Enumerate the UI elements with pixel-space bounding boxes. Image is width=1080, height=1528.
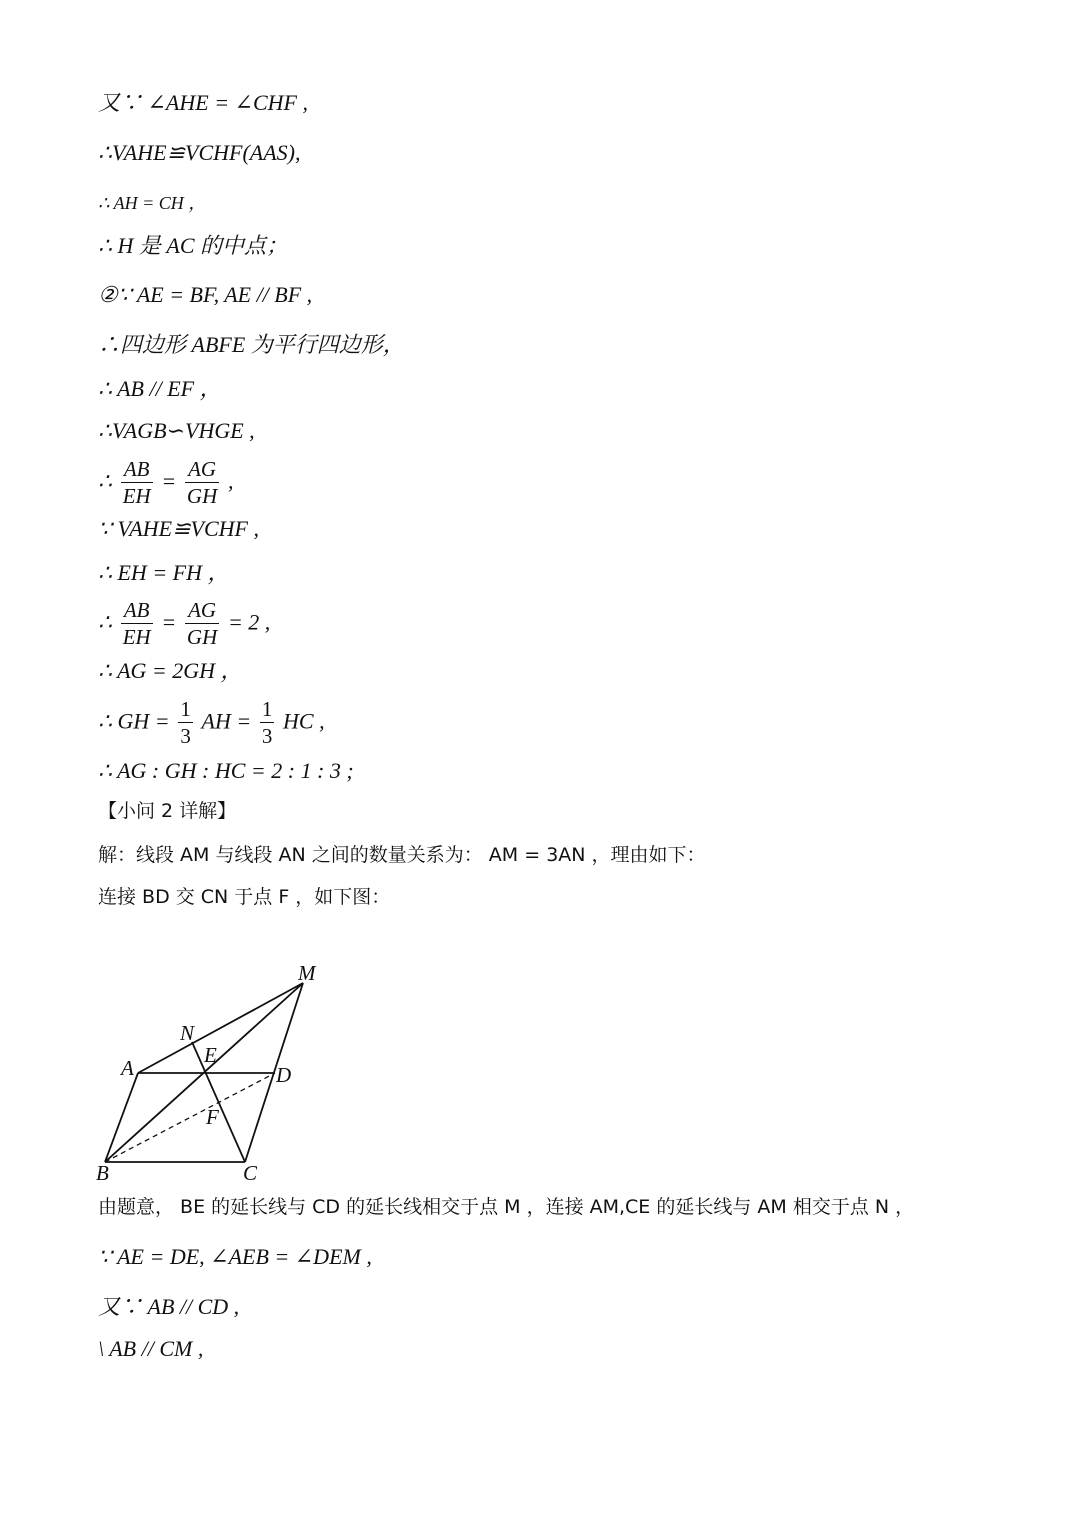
line-9: ∵ VAHE≌VCHF ,: [98, 516, 259, 541]
frac1-tail: ,: [227, 468, 234, 494]
numerator: AG: [185, 597, 219, 624]
denominator: 3: [180, 724, 191, 749]
fraction-one-third: [260, 696, 275, 750]
line-6: ∴四边形 ABFE 为平行四边形，: [98, 332, 405, 357]
section-heading: 【小问 2 详解】: [98, 800, 237, 822]
line-5: ②∵ AE = BF, AE // BF ,: [98, 282, 313, 307]
fraction-ag-gh: [185, 456, 219, 510]
fraction-ab-eh: [121, 597, 153, 651]
equals-sign: =: [161, 609, 177, 635]
fraction-one-third: [178, 696, 193, 750]
denominator: GH: [186, 625, 218, 650]
numerator: AB: [121, 456, 153, 483]
frac3-prefix: ∴ GH =: [98, 708, 170, 734]
fraction-line-2: [98, 597, 270, 651]
line-8: ∴VAGB∽VHGE ,: [98, 418, 255, 443]
segment-ab: [105, 1073, 138, 1162]
frac1-prefix: ∴: [98, 468, 112, 494]
numerator: 1: [178, 696, 193, 723]
line-13: 解：线段 AM 与线段 AN 之间的数量关系为： AM = 3AN ，理由如下：: [98, 844, 706, 866]
label-d: D: [276, 1063, 292, 1087]
label-f: F: [206, 1105, 219, 1129]
line-1: 又∵ ∠AHE = ∠CHF ,: [98, 90, 308, 115]
line-18: \ AB // CM ,: [98, 1336, 204, 1361]
fraction-ag-gh: [185, 597, 219, 651]
frac2-tail: = 2 ,: [227, 609, 271, 635]
label-n: N: [180, 1021, 195, 1045]
denominator: EH: [122, 625, 151, 650]
line-16: ∵ AE = DE, ∠AEB = ∠DEM ,: [98, 1244, 372, 1269]
line-14: 连接 BD 交 CN 于点 F ，如下图：: [98, 886, 391, 908]
line-11: ∴ AG = 2GH ，: [98, 658, 243, 683]
frac3-tail: HC ,: [283, 708, 325, 734]
line-10: ∴ EH = FH ，: [98, 560, 230, 585]
denominator: EH: [122, 484, 151, 509]
label-b: B: [96, 1161, 109, 1185]
geometry-figure: [0, 950, 400, 1190]
label-m: M: [298, 961, 316, 985]
frac3-mid: AH =: [201, 708, 252, 734]
numerator: AB: [121, 597, 153, 624]
line-3: ∴ AH = CH ，: [98, 193, 207, 213]
line-2: ∴VAHE≌VCHF(AAS),: [98, 140, 301, 165]
denominator: GH: [186, 484, 218, 509]
line-7: ∴ AB // EF ，: [98, 376, 222, 401]
line-15: 由题意， BE 的延长线与 CD 的延长线相交于点 M ，连接 AM,CE 的延长线与 AM 相交于点 N ，: [98, 1196, 915, 1218]
denominator: 3: [261, 724, 273, 749]
equals-sign: =: [161, 468, 177, 494]
line-12: ∴ AG : GH : HC = 2 : 1 : 3 ;: [98, 758, 354, 783]
label-a: A: [121, 1056, 134, 1080]
label-e: E: [204, 1043, 217, 1067]
line-4: ∴ H 是 AC 的中点；: [98, 233, 288, 258]
fraction-ab-eh: [121, 456, 153, 510]
fraction-line-1: [98, 456, 233, 510]
numerator: 1: [260, 696, 275, 723]
numerator: AG: [185, 456, 219, 483]
label-c: C: [243, 1161, 258, 1185]
line-17: 又∵ AB // CD ,: [98, 1294, 240, 1319]
fraction-line-3: [98, 696, 325, 750]
frac2-prefix: ∴: [98, 609, 112, 635]
